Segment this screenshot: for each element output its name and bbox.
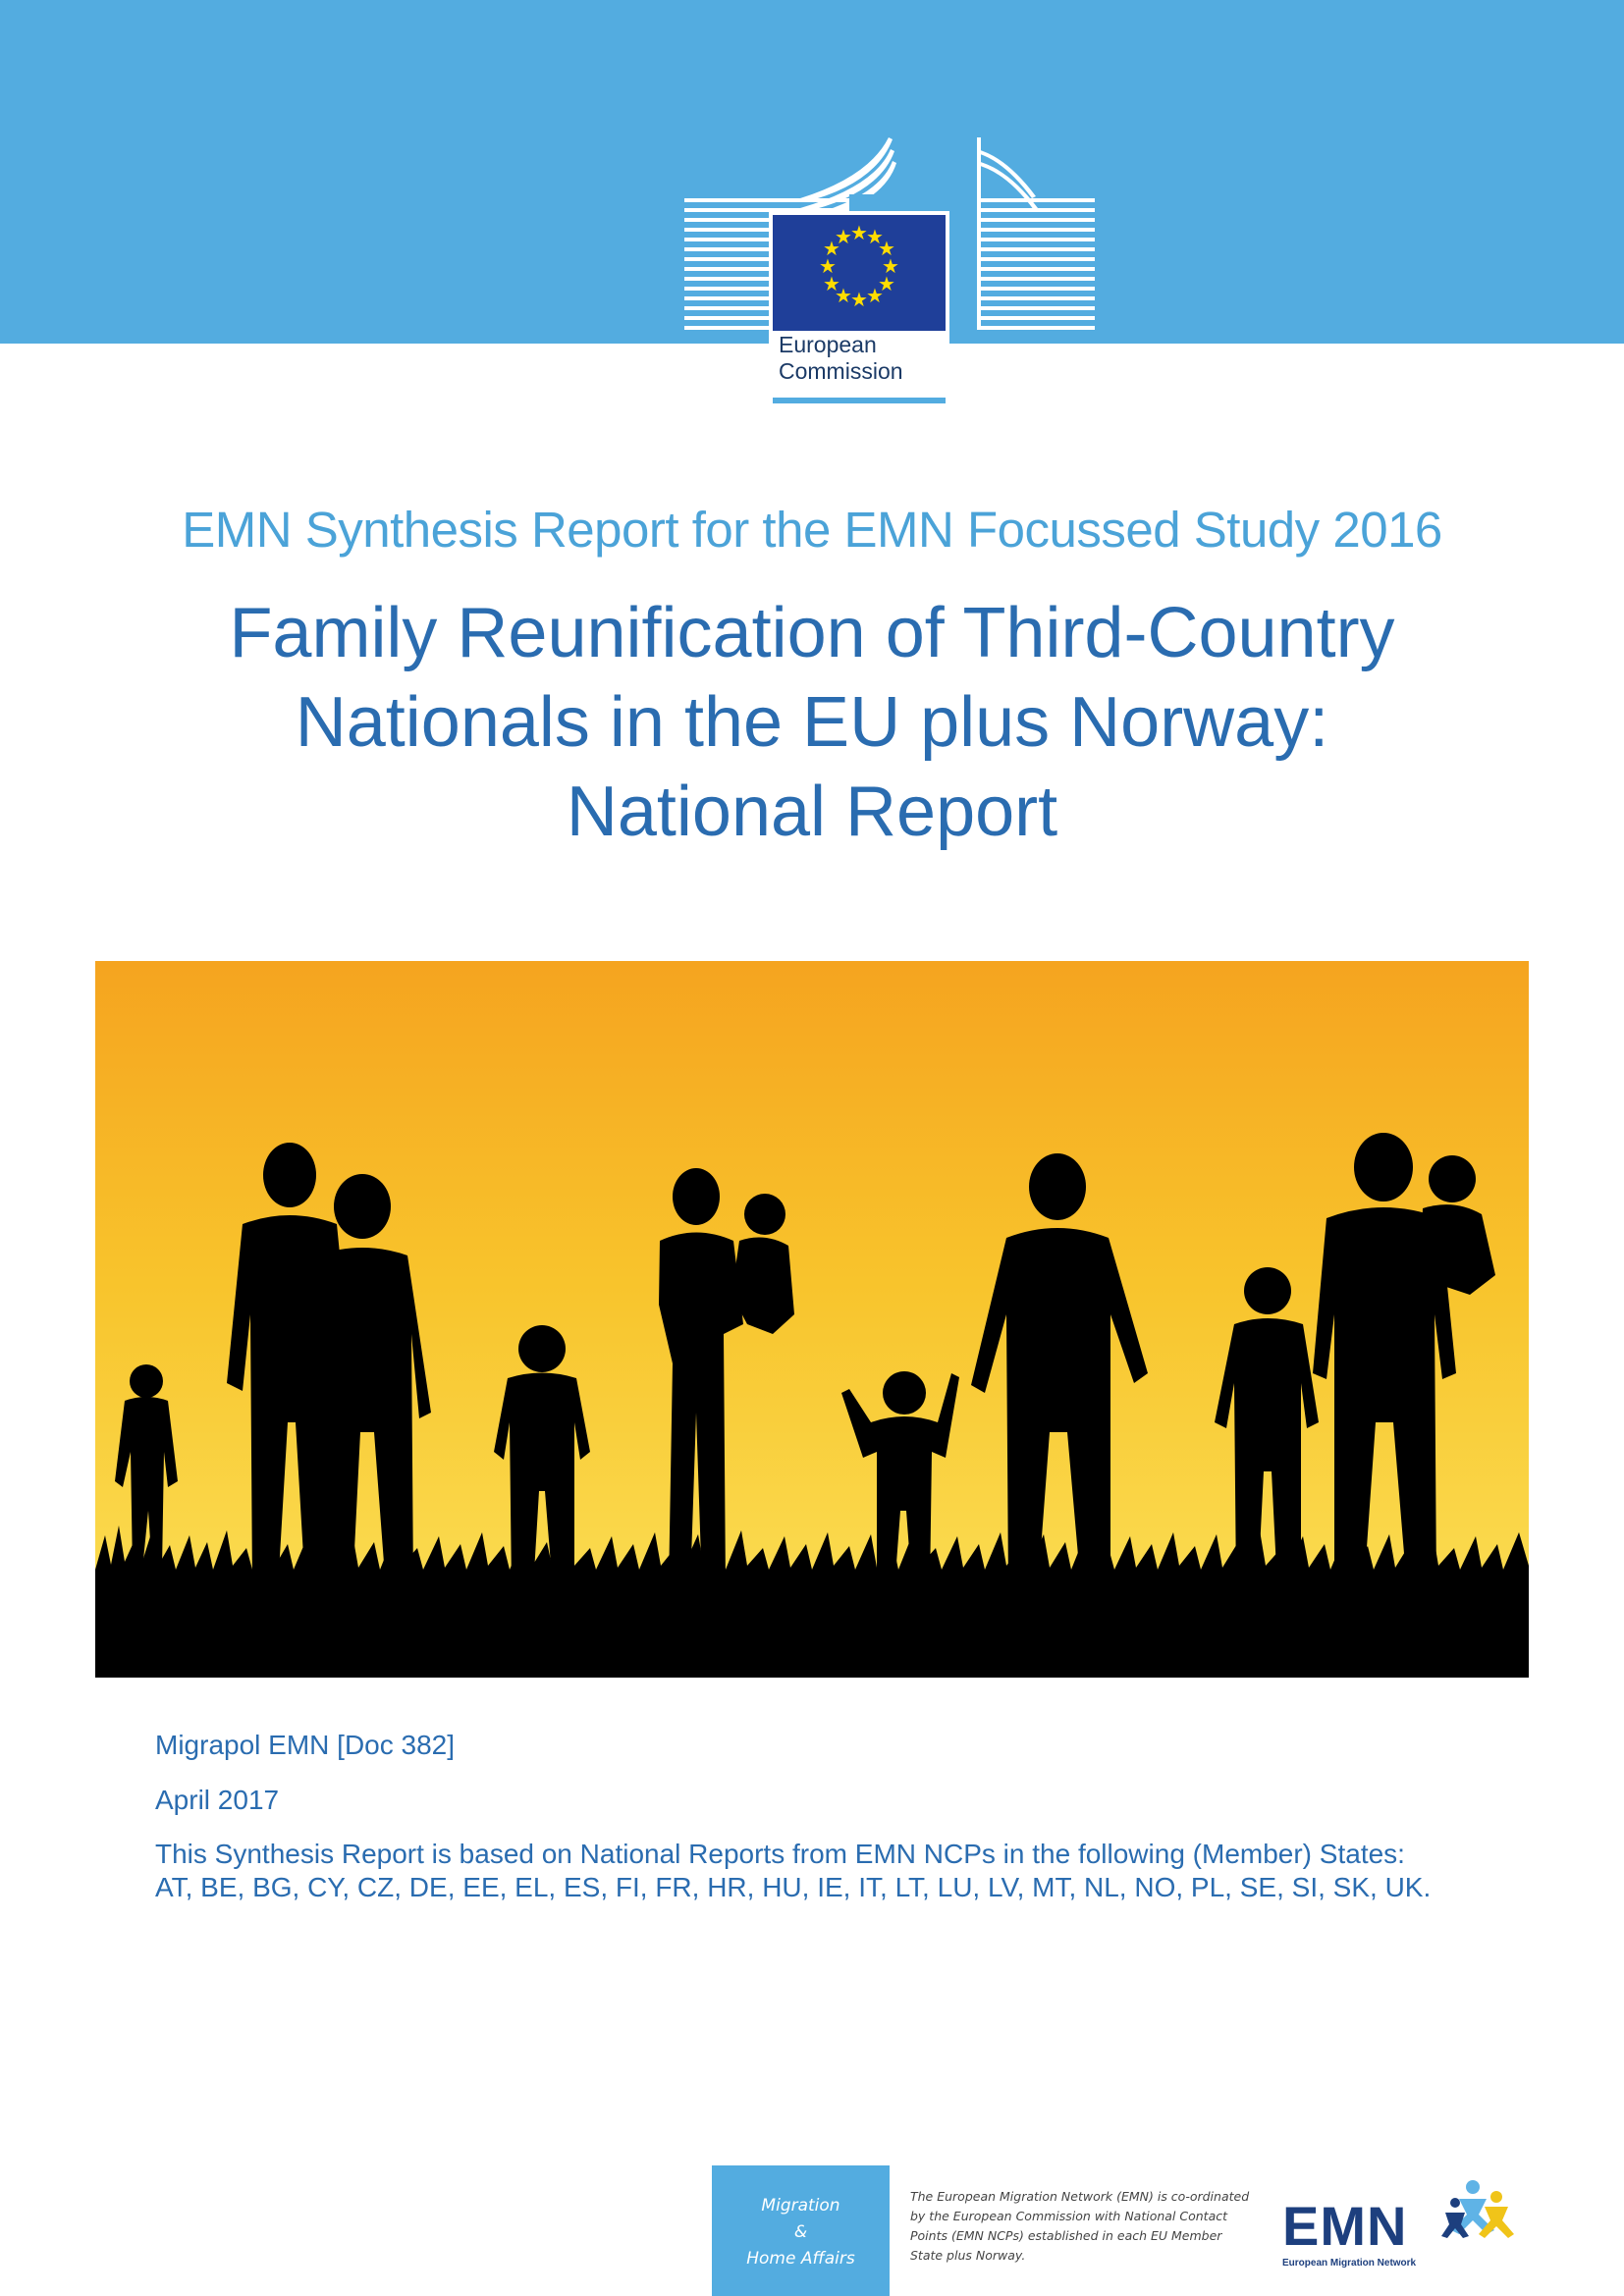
title-line-2: Nationals in the EU plus Norway: — [295, 683, 1329, 762]
publication-date: April 2017 — [155, 1785, 280, 1815]
title-line-3: National Report — [566, 773, 1058, 851]
emn-logo-subtext: European Migration Network — [1282, 2258, 1417, 2269]
emn-note-line: The European Migration Network (EMN) is co-ordinated — [910, 2189, 1250, 2204]
report-subtitle: EMN Synthesis Report for the EMN Focussed Study 2016 — [182, 502, 1442, 558]
report-title — [108, 589, 1516, 857]
svg-text:★: ★ — [866, 284, 884, 307]
mha-line-3: Home Affairs — [746, 2249, 855, 2269]
svg-text:★: ★ — [866, 225, 884, 248]
logo-label-line1: European — [779, 332, 877, 357]
svg-text:★: ★ — [835, 284, 852, 307]
svg-text:★: ★ — [850, 288, 868, 311]
emn-figures-icon — [1441, 2180, 1514, 2238]
mha-line-1: Migration — [761, 2196, 840, 2216]
svg-text:★: ★ — [882, 254, 899, 278]
svg-text:★: ★ — [878, 237, 895, 260]
based-on-line-2: AT, BE, BG, CY, CZ, DE, EE, EL, ES, FI, FR, HR, HU, IE, IT, LT, LU, LV, MT, NL, NO, PL, SE, SI, SK, UK. — [155, 1872, 1432, 1902]
svg-text:★: ★ — [823, 272, 840, 295]
european-commission-label — [779, 332, 946, 385]
svg-text:★: ★ — [819, 254, 837, 278]
logo-underline — [773, 398, 946, 403]
report-metadata — [155, 1728, 1530, 1904]
svg-text:★: ★ — [835, 225, 852, 248]
emn-logo-text: EMN — [1282, 2195, 1408, 2257]
mha-line-2: & — [793, 2222, 808, 2242]
svg-text:★: ★ — [850, 221, 868, 244]
logo-label-line2: Commission — [779, 358, 903, 384]
svg-text:★: ★ — [823, 237, 840, 260]
emn-note-line: State plus Norway. — [910, 2248, 1026, 2263]
based-on-line-1: This Synthesis Report is based on National Reports from EMN NCPs in the following (Member) States: — [155, 1839, 1405, 1869]
document-reference: Migrapol EMN [Doc 382] — [155, 1730, 456, 1760]
emn-note-line: Points (EMN NCPs) established in each EU Member — [910, 2228, 1222, 2243]
family-silhouette-image — [95, 961, 1529, 1678]
emn-note-line: by the European Commission with National Contact — [910, 2209, 1228, 2223]
emn-description — [910, 2187, 1259, 2266]
svg-text:★: ★ — [878, 272, 895, 295]
title-line-1: Family Reunification of Third-Country — [229, 594, 1395, 672]
migration-home-affairs-badge — [712, 2165, 890, 2296]
